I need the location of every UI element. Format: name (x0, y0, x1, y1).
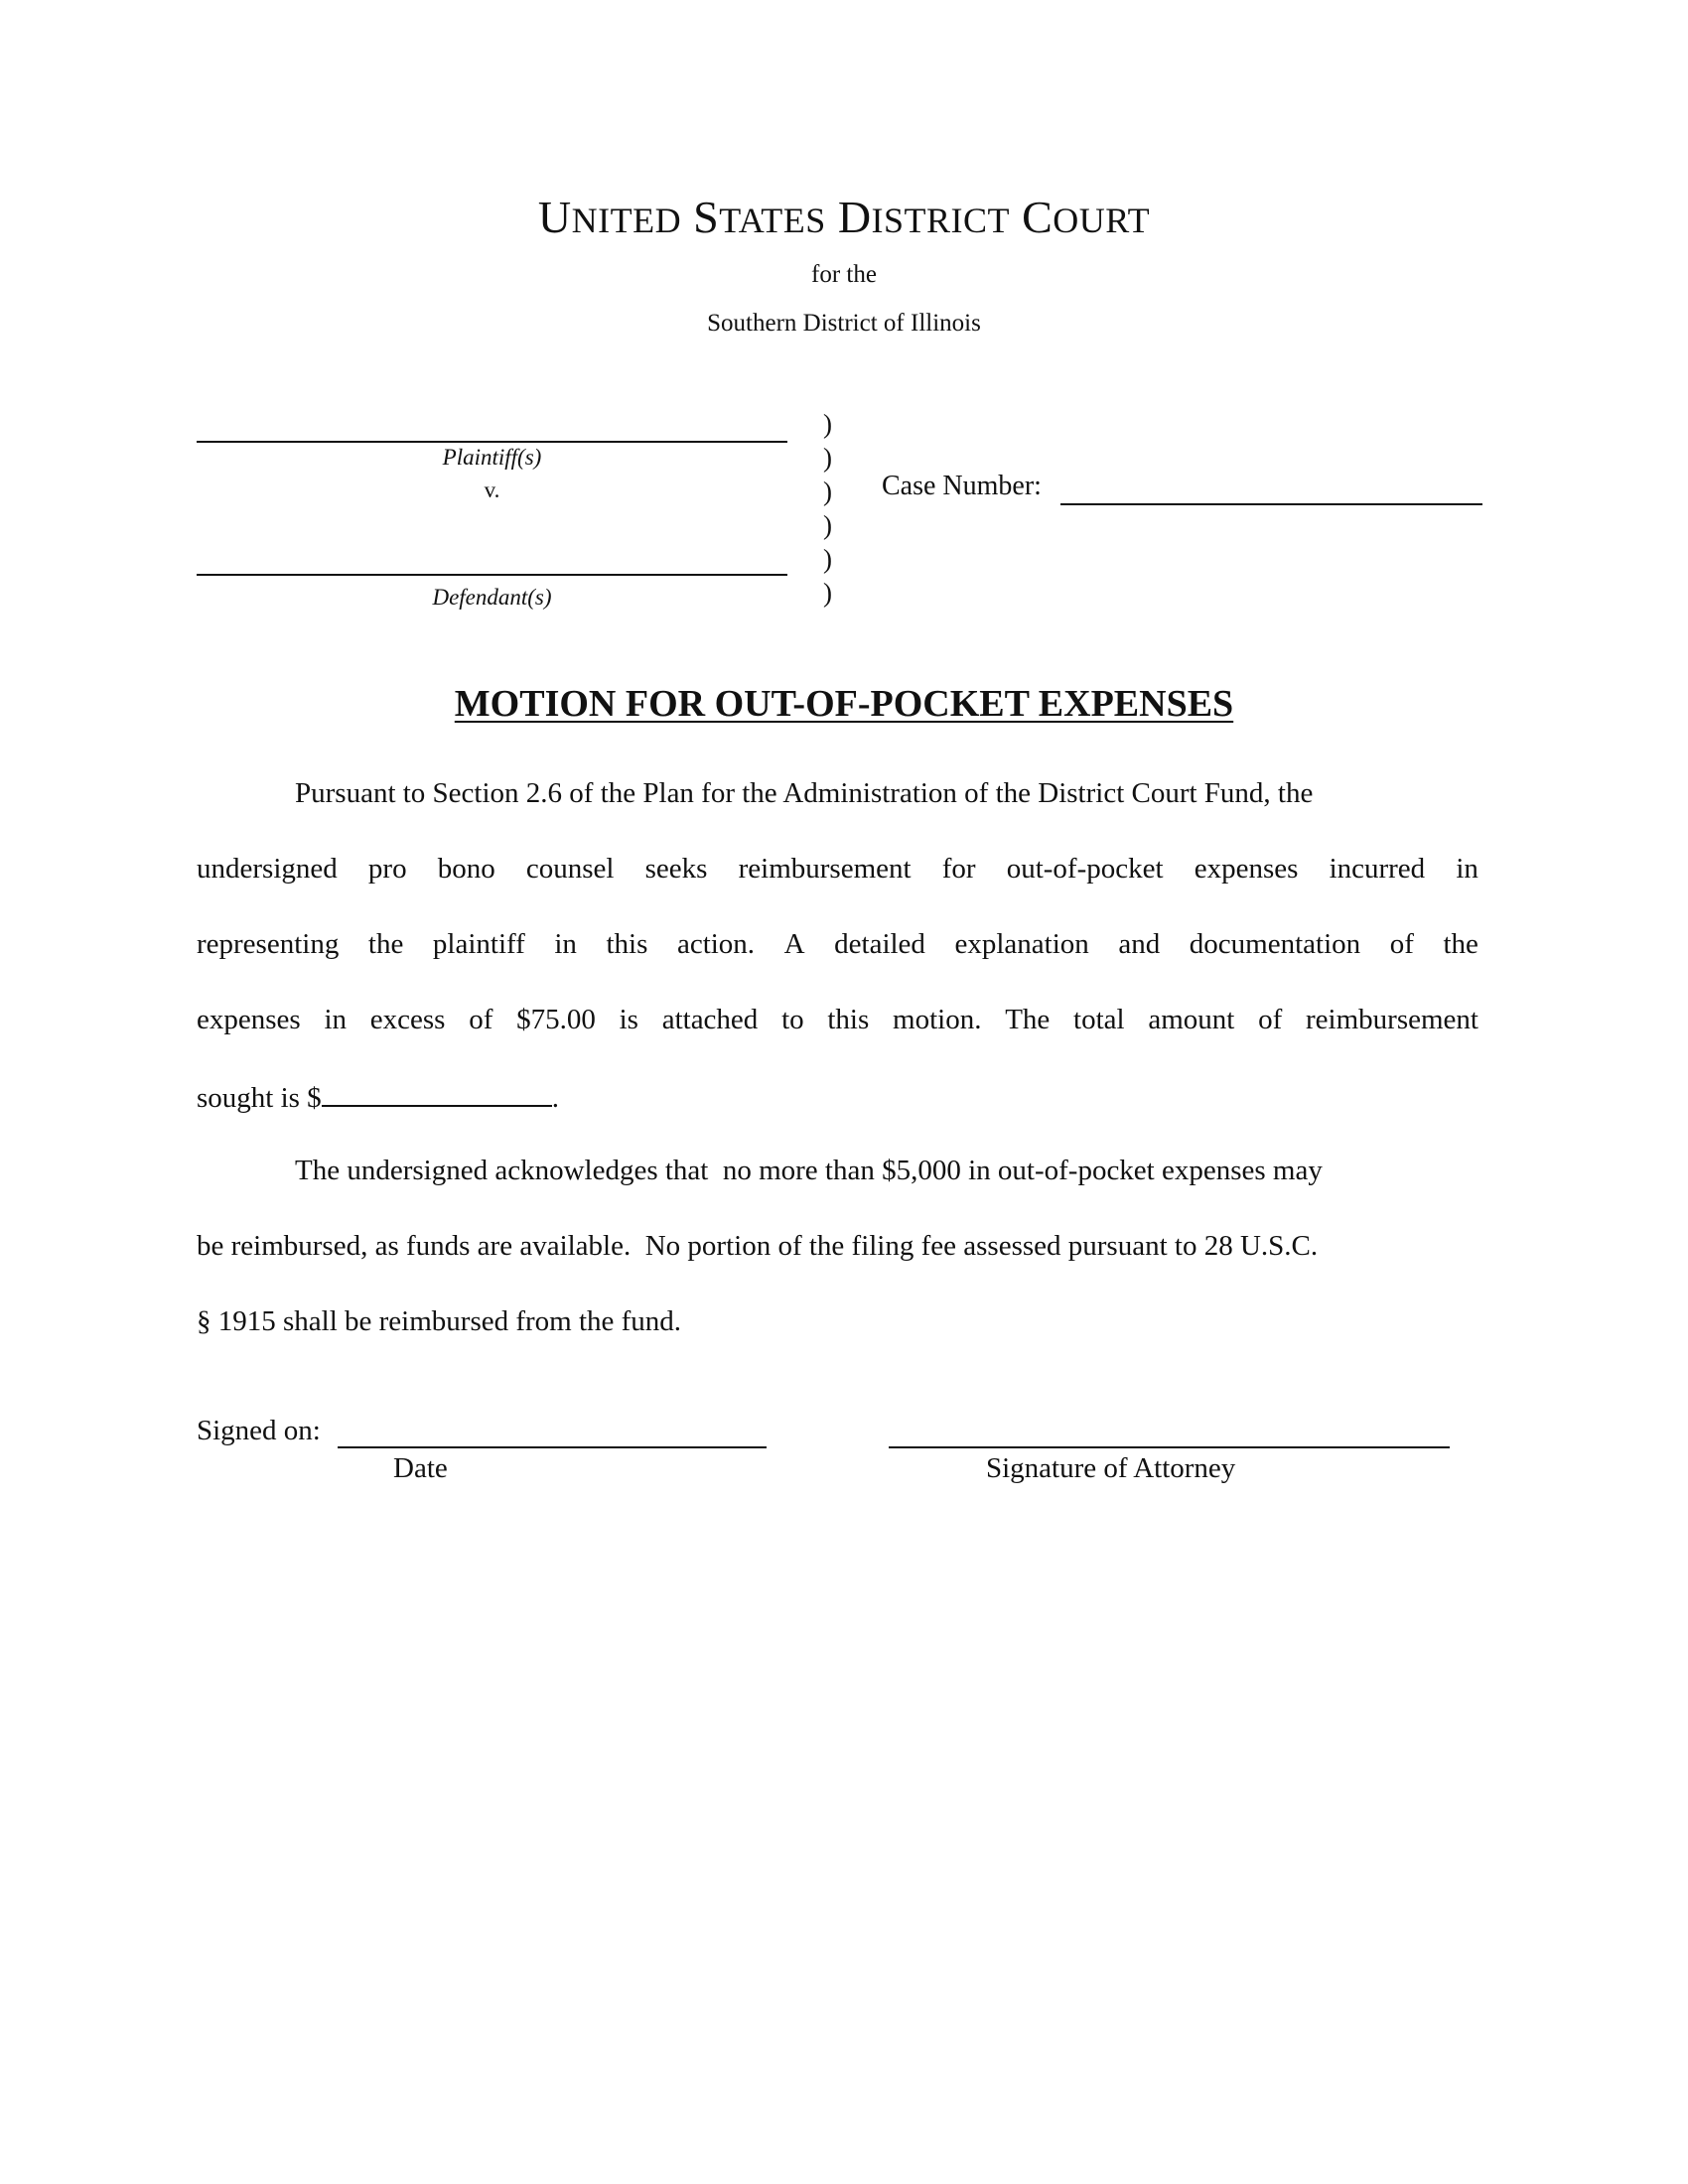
caption-paren: ) (823, 510, 832, 540)
motion-title: MOTION FOR OUT-OF-POCKET EXPENSES (454, 683, 1234, 725)
date-label: Date (393, 1452, 448, 1484)
word: pro (367, 853, 407, 885)
word: and (1118, 928, 1161, 960)
word: the (1443, 928, 1478, 960)
defendant-line[interactable] (197, 574, 787, 576)
word: reimbursement (1306, 1004, 1478, 1035)
word: to (781, 1004, 804, 1035)
word: plaintiff (432, 928, 525, 960)
word: in (324, 1004, 347, 1035)
signed-on-label: Signed on: (197, 1415, 321, 1446)
court-title-u: U (537, 192, 572, 242)
caption-paren: ) (823, 443, 832, 473)
case-number-label: Case Number: (882, 471, 1042, 501)
word: The (1005, 1004, 1051, 1035)
word: in (1456, 853, 1478, 885)
word: this (606, 928, 648, 960)
word: detailed (834, 928, 925, 960)
word: amount (1148, 1004, 1235, 1035)
word: representing (197, 928, 340, 960)
attorney-signature-field[interactable] (889, 1446, 1450, 1448)
p2-line-3: § 1915 shall be reimbursed from the fund. (197, 1305, 682, 1337)
word: incurred (1329, 853, 1426, 885)
word: reimbursement (738, 853, 912, 885)
court-title-d: D (837, 192, 872, 242)
word: is (619, 1004, 638, 1035)
word: documentation (1189, 928, 1361, 960)
word: $75.00 (516, 1004, 596, 1035)
sought-suffix: . (551, 1082, 559, 1114)
p1-line-5 (197, 1081, 559, 1113)
caption-paren: ) (823, 578, 832, 608)
word: A (783, 928, 805, 960)
word: for (941, 853, 976, 885)
word: explanation (954, 928, 1089, 960)
for-the-text: for the (811, 261, 877, 288)
word: in (554, 928, 577, 960)
amount-field[interactable] (322, 1081, 552, 1107)
court-title-c: C (1022, 192, 1054, 242)
p1-line-2 (197, 855, 1478, 884)
word: this (827, 1004, 870, 1035)
word: of (469, 1004, 493, 1035)
word: expenses (1194, 853, 1299, 885)
word: bono (437, 853, 495, 885)
plaintiff-line[interactable] (197, 441, 787, 443)
p1-line-4 (197, 1006, 1478, 1034)
date-field[interactable] (338, 1446, 767, 1448)
word: out-of-pocket (1006, 853, 1164, 885)
court-title-s: S (693, 192, 720, 242)
word: total (1073, 1004, 1125, 1035)
word: the (367, 928, 404, 960)
court-title-istrict: ISTRICT (871, 201, 1011, 240)
attorney-signature-label: Signature of Attorney (986, 1452, 1236, 1484)
word: undersigned (197, 853, 338, 885)
court-title-ourt: OURT (1053, 201, 1151, 240)
caption-paren: ) (823, 544, 832, 574)
court-title-tates: TATES (719, 201, 826, 240)
court-title-nited: NITED (571, 201, 682, 240)
word: motion. (893, 1004, 982, 1035)
p2-line-1: The undersigned acknowledges that no more than $5,000 in out-of-pocket expenses may (295, 1155, 1323, 1186)
word: of (1389, 928, 1414, 960)
caption-paren: ) (823, 477, 832, 506)
word: seeks (644, 853, 708, 885)
word: of (1258, 1004, 1283, 1035)
word: attached (661, 1004, 759, 1035)
court-title (0, 192, 1688, 242)
sought-prefix: sought is $ (197, 1082, 322, 1114)
word: excess (369, 1004, 446, 1035)
p1-line-1: Pursuant to Section 2.6 of the Plan for the Administration of the District Court Fund, the (295, 777, 1314, 809)
district-name: Southern District of Illinois (707, 310, 981, 337)
defendant-label: Defendant(s) (432, 585, 552, 610)
versus-text: v. (484, 478, 500, 502)
word: expenses (197, 1004, 301, 1035)
caption-paren: ) (823, 409, 832, 439)
case-number-field[interactable] (1060, 503, 1482, 505)
p2-line-2: be reimbursed, as funds are available. No portion of the filing fee assessed pursuant to 28 U.S.C. (197, 1230, 1319, 1262)
word: counsel (525, 853, 615, 885)
p1-line-3 (197, 930, 1478, 959)
plaintiff-label: Plaintiff(s) (442, 445, 542, 470)
word: action. (676, 928, 756, 960)
